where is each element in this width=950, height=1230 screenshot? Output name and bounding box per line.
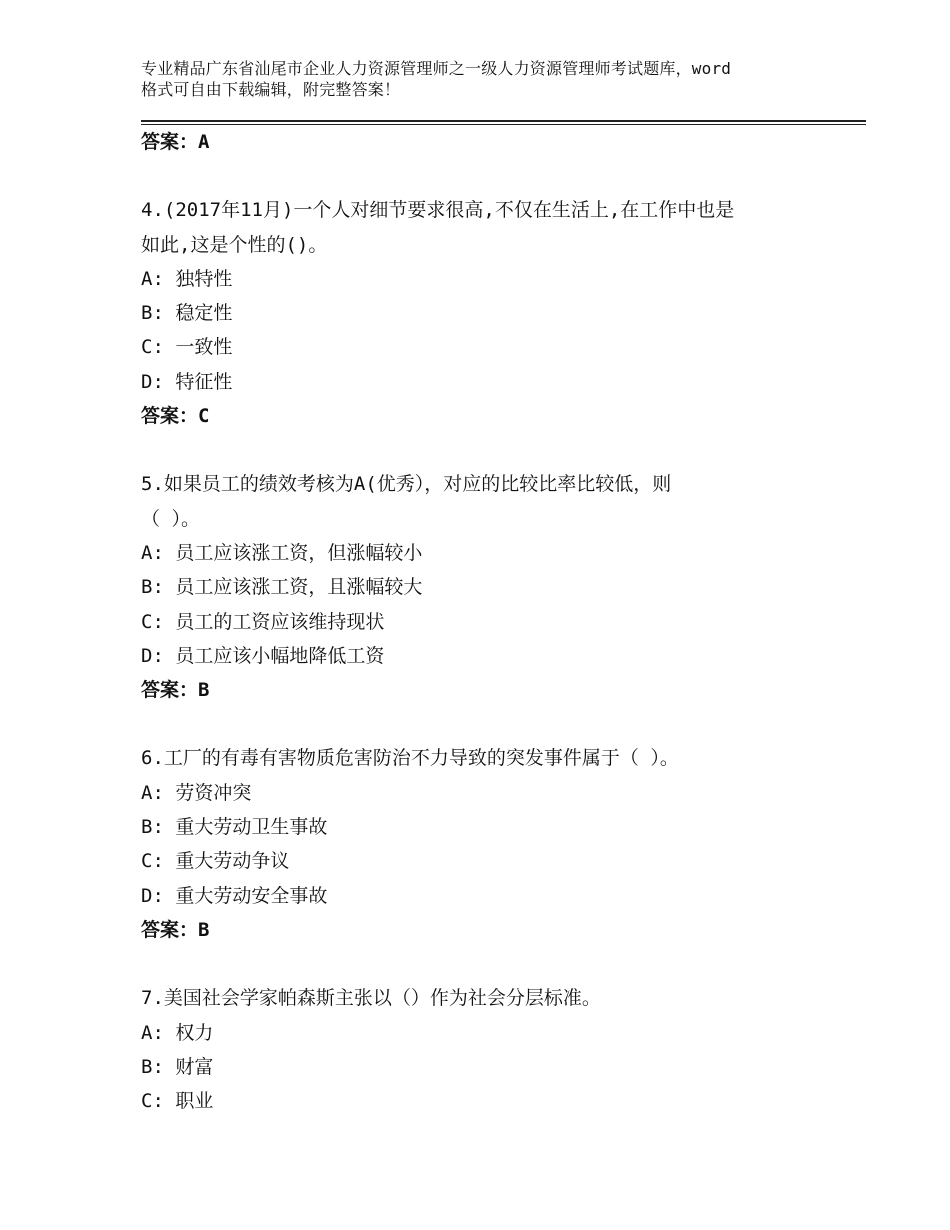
option-b: B: 稳定性 xyxy=(141,302,233,325)
option-b: B: 员工应该涨工资，且涨幅较大 xyxy=(141,576,423,599)
option-c: C: 一致性 xyxy=(141,336,233,359)
option-a: A: 劳资冲突 xyxy=(141,781,252,804)
option-a: A: 权力 xyxy=(141,1021,214,1044)
header-line-2: 格式可自由下载编辑，附完整答案！ xyxy=(141,80,401,99)
option-d: D: 重大劳动安全事故 xyxy=(141,884,328,907)
option-b: B: 重大劳动卫生事故 xyxy=(141,816,328,839)
answer-line: 答案：C xyxy=(141,405,210,428)
question-6 xyxy=(141,741,841,947)
option-d: D: 特征性 xyxy=(141,370,233,393)
spacer xyxy=(141,433,841,467)
question-text: 7.美国社会学家帕森斯主张以（）作为社会分层标准。 xyxy=(141,987,601,1010)
answer-line: 答案：B xyxy=(141,918,210,941)
header-line-1: 专业精品广东省汕尾市企业人力资源管理师之一级人力资源管理师考试题库，word xyxy=(141,59,732,78)
header-rule-thick xyxy=(141,120,866,122)
question-text: 4.(2017年11月)一个人对细节要求很高,不仅在生活上,在工作中也是 xyxy=(141,199,735,222)
option-c: C: 职业 xyxy=(141,1090,214,1113)
option-d: D: 员工应该小幅地降低工资 xyxy=(141,644,385,667)
question-list xyxy=(141,125,841,1118)
answer-line: 答案：B xyxy=(141,679,210,702)
option-c: C: 员工的工资应该维持现状 xyxy=(141,610,385,633)
spacer xyxy=(141,707,841,741)
question-text: 5.如果员工的绩效考核为A(优秀），对应的比较比率比较低，则 xyxy=(141,473,672,496)
answer-line: 答案：A xyxy=(141,131,210,153)
question-text: 6.工厂的有毒有害物质危害防治不力导致的突发事件属于（ ）。 xyxy=(141,747,679,770)
question-text-cont: 如此,这是个性的()。 xyxy=(141,233,328,256)
spacer xyxy=(141,159,841,193)
spacer xyxy=(141,947,841,981)
question-4 xyxy=(141,193,841,433)
option-a: A: 独特性 xyxy=(141,267,233,290)
question-text-cont: （ ）。 xyxy=(141,507,200,530)
option-a: A: 员工应该涨工资，但涨幅较小 xyxy=(141,541,423,564)
document-header xyxy=(141,58,831,100)
option-b: B: 财富 xyxy=(141,1055,214,1078)
option-c: C: 重大劳动争议 xyxy=(141,850,290,873)
question-7 xyxy=(141,981,841,1118)
question-5 xyxy=(141,467,841,707)
